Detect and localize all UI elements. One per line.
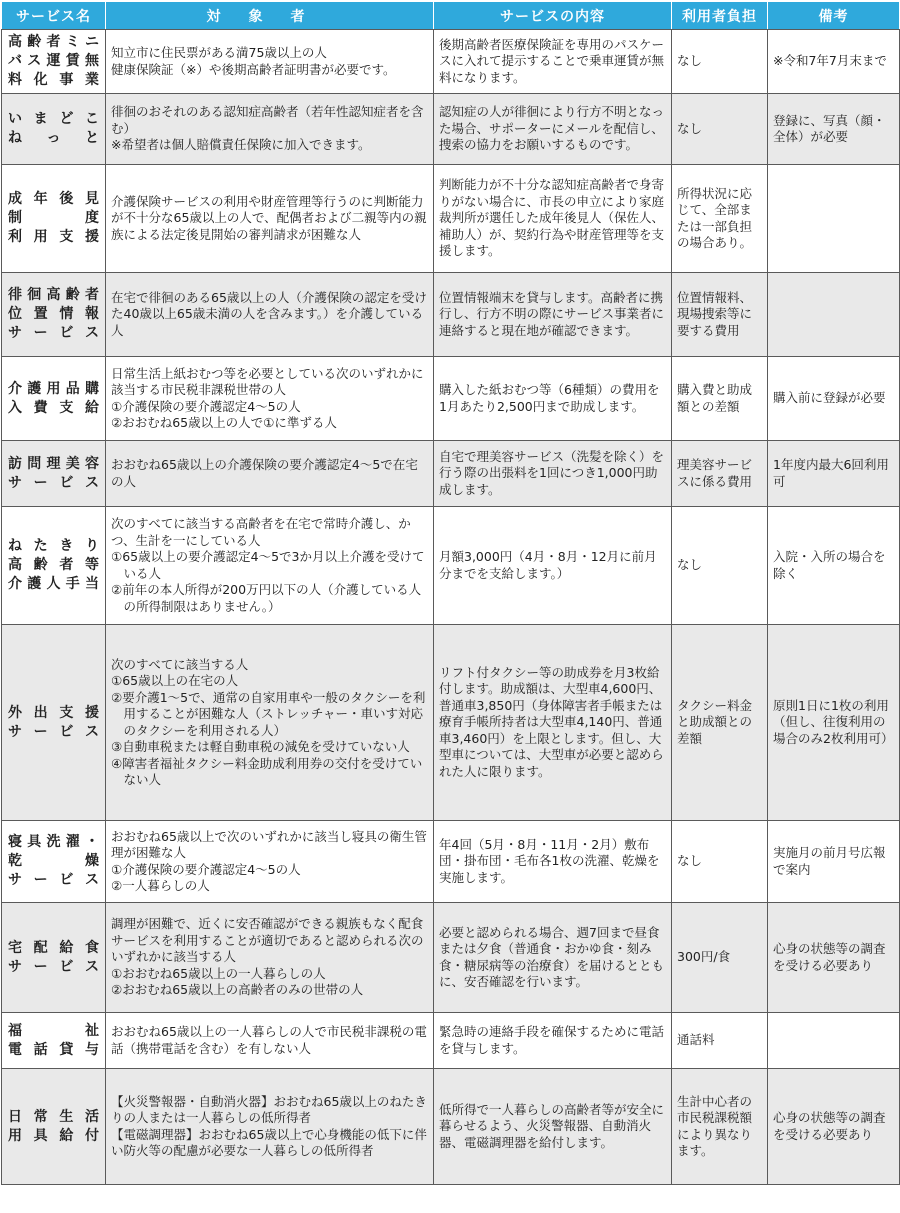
table-row [2,441,900,507]
table-row [2,507,900,625]
fee-cell: 購入費と助成額との差額 [672,357,768,441]
target-line: 在宅で徘徊のある65歳以上の人（介護保険の認定を受けた40歳以上65歳未満の人を含みます。）を介護している人 [111,289,427,338]
target-line: ①おおむね65歳以上の一人暮らしの人 [111,965,326,981]
note-cell: 購入前に登録が必要 [768,357,900,441]
service-name-line: ねっと [8,130,99,146]
fee-cell: なし [672,30,768,94]
target-cell [106,30,434,94]
service-name-line: 日常生活 [8,1108,99,1125]
target-cell [106,625,434,821]
target-line: ①65歳以上の要介護認定4～5で3か月以上介護を受けている人 [111,549,425,581]
target-line: 健康保険証（※）や後期高齢者証明書が必要です。 [111,61,396,77]
fee-cell: 位置情報料、現場捜索等に要する費用 [672,273,768,357]
note-cell: 心身の状態等の調査を受ける必要あり [768,903,900,1013]
target-cell [106,441,434,507]
target-cell [106,821,434,903]
header-fee: 利用者負担 [672,2,768,30]
target-line: ②おおむね65歳以上の高齢者のみの世帯の人 [111,982,364,998]
service-name-line: 高齢者ミニ [8,34,99,50]
content-cell: 緊急時の連絡手段を確保するために電話を貸与します。 [434,1013,672,1069]
service-name-cell [2,357,106,441]
target-line: おおむね65歳以上の一人暮らしの人で市民税非課税の電話（携帯電話を含む）を有しない人 [111,1024,427,1056]
note-cell: 心身の状態等の調査を受ける必要あり [768,1069,900,1185]
content-cell: 年4回（5月・8月・11月・2月）敷布団・掛布団・毛布各1枚の洗濯、乾燥を実施します。 [434,821,672,903]
fee-cell: なし [672,821,768,903]
service-name-cell [2,165,106,273]
service-name-cell [2,903,106,1013]
service-name-line: ねたきり [8,538,99,554]
target-line: おおむね65歳以上の介護保険の要介護認定4～5で在宅の人 [111,457,418,489]
content-cell: リフト付タクシー等の助成券を月3枚給付します。助成額は、大型車4,600円、普通車3,850円（身体障害者手帳または療育手帳所持者は大型車4,140円、普通車3,460円）を上限とします。但し、大型車については、大型車が必要と認められた人に限ります。 [434,625,672,821]
service-name-line: 介護用品購 [8,380,99,397]
fee-cell: タクシー料金と助成額との差額 [672,625,768,821]
target-line: 次のすべてに該当する人 [111,656,249,672]
header-row [2,2,900,30]
service-name-line: サービス [8,872,99,888]
service-name-cell [2,441,106,507]
service-name-line: 用具給付 [8,1127,99,1144]
service-name-line: 入費支給 [8,399,99,416]
content-cell: 後期高齢者医療保険証を専用のパスケースに入れて提示することで乗車運賃が無料になります。 [434,30,672,94]
note-cell: ※令和7年7月末まで [768,30,900,94]
content-cell: 月額3,000円（4月・8月・12月に前月分までを支給します。） [434,507,672,625]
header-note: 備考 [768,2,900,30]
table-row [2,821,900,903]
target-line: 知立市に住民票がある満75歳以上の人 [111,45,327,60]
target-cell [106,357,434,441]
note-cell [768,165,900,273]
service-name-line: サービス [8,474,99,491]
content-cell: 認知症の人が徘徊により行方不明となった場合、サポーターにメールを配信し、捜索の協力をお願いするものです。 [434,94,672,165]
fee-cell: 300円/食 [672,903,768,1013]
service-name-line: サービス [8,958,99,975]
service-name-line: サービス [8,723,99,740]
content-cell: 位置情報端末を貸与します。高齢者に携行し、行方不明の際にサービス事業者に連絡すると現在地が確認できます。 [434,273,672,357]
note-cell: 原則1日に1枚の利用（但し、往復利用の場合のみ2枚利用可） [768,625,900,821]
service-name-line: サービス [8,325,99,341]
target-cell [106,507,434,625]
header-content: サービスの内容 [434,2,672,30]
header-target: 対象者 [106,2,434,30]
table-row [2,165,900,273]
target-line: 徘徊のおそれのある認知症高齢者（若年性認知症者を含む） [111,104,424,136]
content-cell: 低所得で一人暮らしの高齢者等が安全に暮らせるよう、火災警報器、自動消火器、電磁調理器を給付します。 [434,1069,672,1185]
target-line: 次のすべてに該当する高齢者を在宅で常時介護し、かつ、生計を一にしている人 [111,516,411,548]
service-name-line: 位置情報 [8,306,99,322]
service-name-line: 乾燥 [8,853,99,869]
target-cell [106,903,434,1013]
service-name-line: 成年後見 [8,191,99,207]
fee-cell: 所得状況に応じて、全部または一部負担の場合あり。 [672,165,768,273]
fee-cell: 理美容サービスに係る費用 [672,441,768,507]
target-line: 介護保険サービスの利用や財産管理等行うのに判断能力が不十分な65歳以上の人で、配偶者および二親等内の親族による法定後見開始の審判請求が困難な人 [111,193,427,242]
target-line: ①65歳以上の在宅の人 [111,673,239,688]
services-table [1,1,900,1185]
service-name-line: 利用支援 [8,229,99,245]
note-cell [768,1013,900,1069]
service-name-cell [2,1069,106,1185]
service-name-line: 高齢者等 [8,557,99,573]
target-line: ②前年の本人所得が200万円以下の人（介護している人の所得制限はありません。） [111,582,422,614]
service-name-cell [2,821,106,903]
service-name-line: いまどこ [8,111,99,127]
target-cell [106,165,434,273]
table-row [2,357,900,441]
target-line: ②要介護1～5で、通常の自家用車や一般のタクシーを利用することが困難な人（ストレッチャー・車いす対応のタクシーを利用される人） [111,689,426,738]
target-line: ②おおむね65歳以上の人で①に準ずる人 [111,415,337,430]
service-name-cell [2,94,106,165]
target-line: 調理が困難で、近くに安否確認ができる親族もなく配食サービスを利用することが適切であると認められる次のいずれかに該当する人 [111,916,424,965]
target-line: おおむね65歳以上で次のいずれかに該当し寝具の衛生管理が困難な人 [111,828,427,860]
target-line: 【電磁調理器】おおむね65歳以上で心身機能の低下に伴い防火等の配慮が必要な一人暮らしの低所得者 [111,1126,427,1158]
fee-cell: なし [672,507,768,625]
target-cell [106,273,434,357]
table-row [2,1013,900,1069]
service-name-line: 介護人手当 [8,576,99,592]
service-name-cell [2,625,106,821]
target-line: ②一人暮らしの人 [111,878,210,893]
service-name-line: 宅配給食 [8,939,99,956]
service-name-cell [2,507,106,625]
target-line: ①介護保険の要介護認定4～5の人 [111,861,301,877]
content-cell: 判断能力が不十分な認知症高齢者で身寄りがない場合に、市長の申立により家庭裁判所が選任した成年後見人（保佐人、補助人）が、契約行為や財産管理等を支援します。 [434,165,672,273]
service-name-line: 電話貸与 [8,1041,99,1058]
target-cell [106,1013,434,1069]
content-cell: 購入した紙おむつ等（6種類）の費用を1月あたり2,500円まで助成します。 [434,357,672,441]
fee-cell: なし [672,94,768,165]
service-name-line: 料化事業 [8,72,99,88]
target-line: ①介護保険の要介護認定4～5の人 [111,398,301,414]
service-name-cell [2,30,106,94]
note-cell: 実施月の前月号広報で案内 [768,821,900,903]
note-cell: 入院・入所の場合を除く [768,507,900,625]
service-name-line: 外出支援 [8,704,99,721]
note-cell: 1年度内最大6回利用可 [768,441,900,507]
table-row [2,625,900,821]
target-line: ※希望者は個人賠償責任保険に加入できます。 [111,137,371,153]
table-row [2,903,900,1013]
target-cell [106,94,434,165]
service-name-line: 寝具洗濯・ [8,834,99,850]
table-row [2,1069,900,1185]
fee-cell: 生計中心者の市民税課税額により異なります。 [672,1069,768,1185]
target-line: ④障害者福祉タクシー料金助成利用券の交付を受けていない人 [111,755,423,787]
table-row [2,30,900,94]
service-name-line: バス運賃無 [8,53,99,69]
content-cell: 必要と認められる場合、週7回まで昼食または夕食（普通食・おかゆ食・刻み食・糖尿病等の治療食）を届けるとともに、安否確認を行います。 [434,903,672,1013]
service-name-line: 徘徊高齢者 [8,287,99,303]
header-service-name: サービス名 [2,2,106,30]
note-cell [768,273,900,357]
target-line: 【火災警報器・自動消火器】おおむね65歳以上のねたきりの人または一人暮らしの低所得者 [111,1093,427,1125]
service-name-line: 訪問理美容 [8,455,99,472]
target-line: ③自動車税または軽自動車税の減免を受けていない人 [111,739,410,754]
note-cell: 登録に、写真（顔・全体）が必要 [768,94,900,165]
service-name-line: 制度 [8,210,99,226]
target-cell [106,1069,434,1185]
service-name-cell [2,273,106,357]
service-name-line: 福祉 [8,1022,99,1039]
service-name-cell [2,1013,106,1069]
fee-cell: 通話料 [672,1013,768,1069]
table-row [2,94,900,165]
content-cell: 自宅で理美容サービス（洗髪を除く）を行う際の出張料を1回につき1,000円助成します。 [434,441,672,507]
target-line: 日常生活上紙おむつ等を必要としている次のいずれかに該当する市民税非課税世帯の人 [111,365,424,397]
table-row [2,273,900,357]
